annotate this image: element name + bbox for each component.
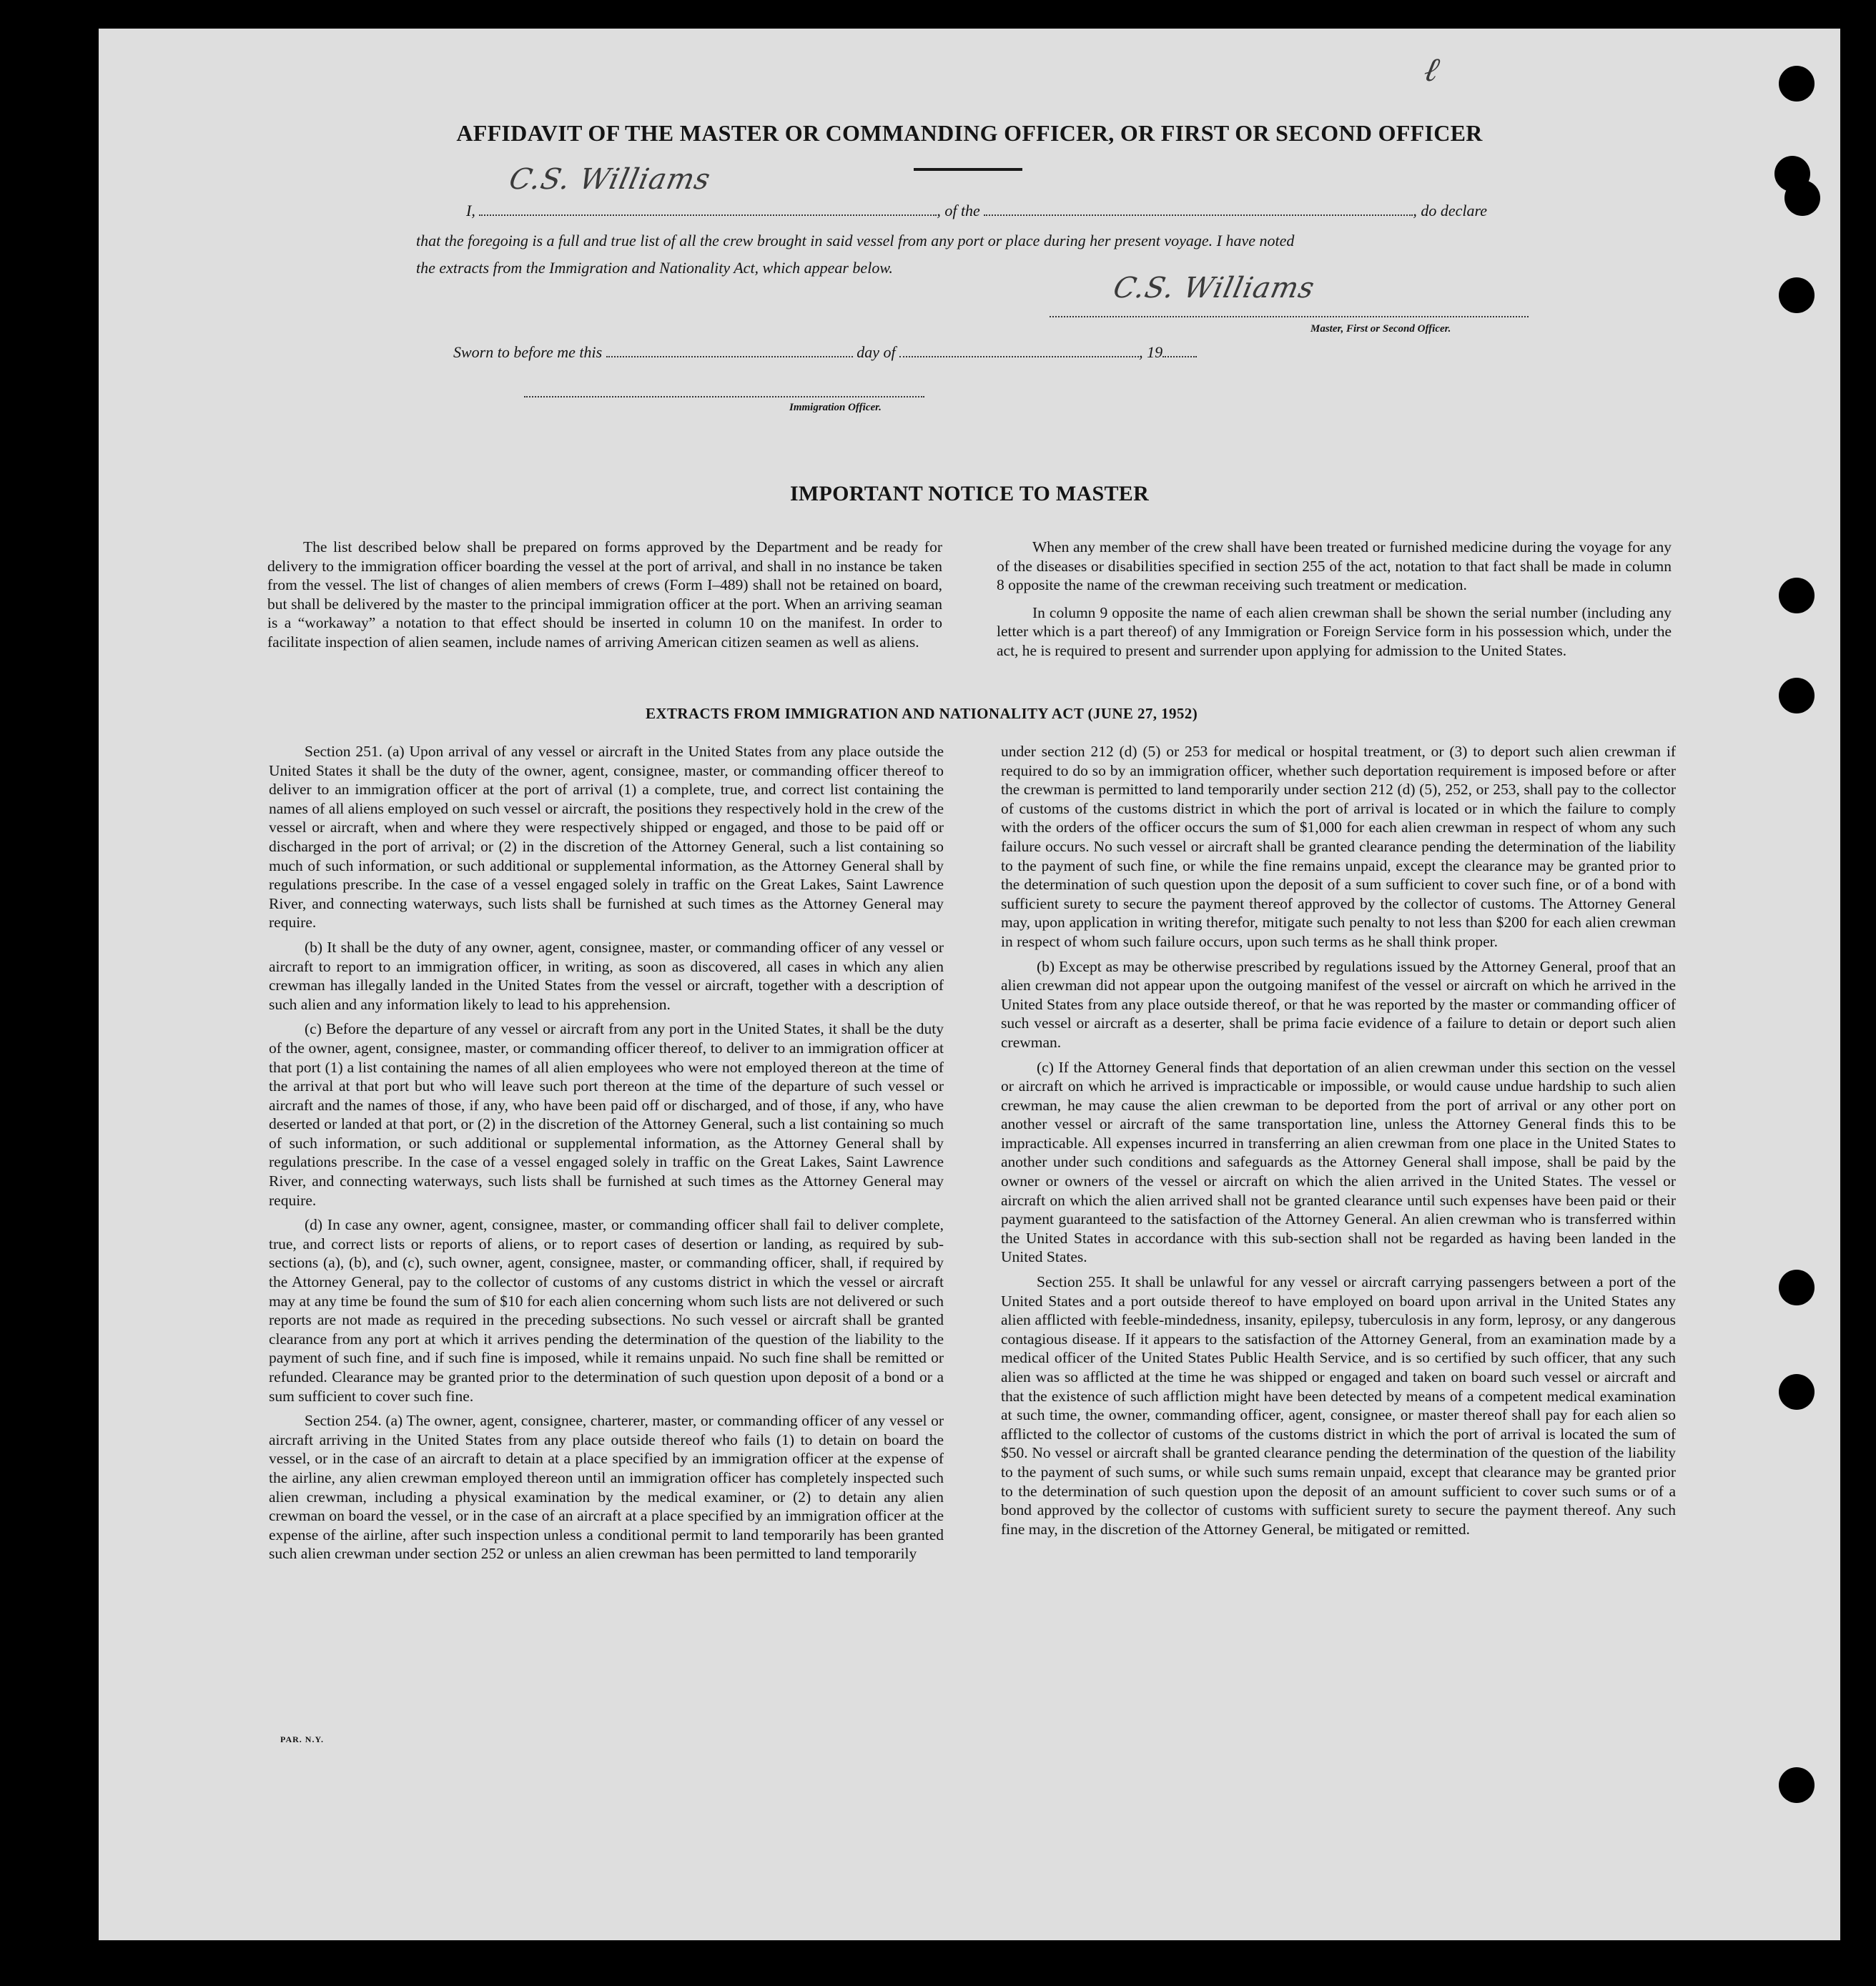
section-251-b: (b) It shall be the duty of any owner, agent, consignee, master, or commanding officer of any vessel or aircraft to report to an immigration officer, in writing, as soon as discovered, all cases in which any alien crewman has illegally landed in the United States from the vessel or aircraft, together with a description of such alien and any information likely to lead to his apprehension. [269,938,944,1013]
extracts-right-column [1001,742,1676,1538]
signature-line [1050,316,1529,317]
section-251-c: (c) Before the departure of any vessel or aircraft from any port in the United States, it shall be the duty of the owner, agent, consignee, master, or commanding officer thereof, to deliver to an immigration officer at that port (1) a list containing the names of all alien employees who were not employed thereon at the time of the arrival at that port but who will leave such port thereon at the time of the departure of such vessel or aircraft and the names of those, if any, who have been paid off or discharged, and of those, if any, who have deserted or landed at that port, or (2) in the discretion of the Attorney General, such a list containing so much of such information, or such additional or supplemental information, as the Attorney General shall by regulations prescribe. In the case of a vessel engaged solely in traffic on the Great Lakes, Saint Lawrence River, and connecting waterways, such lists shall be furnished at such times as the Attorney General may require. [269,1020,944,1209]
year-label: , 19 [1139,343,1163,361]
notice-right-column [997,538,1672,661]
officer-signature-line [524,396,924,397]
title-rule [914,168,1022,171]
section-254-a-continued: under section 212 (d) (5) or 253 for medical or hospital treatment, or (3) to deport such alien crewman if required to do so by an immigration officer, whether such deportation requirement is imposed before or after the crewman is permitted to land temporarily under section 212 (d) (5), 252, or 253, shall pay to the collector of customs of the customs district in which the port of arrival is located or in which the failure to comply with the orders of the officer occurs the sum of $1,000 for each alien crewman in respect of whom any such failure occurs. No such vessel or aircraft shall be granted clearance pending the determination of the liability to the payment of such fine, or while the fine remains unpaid, except the clearance may be granted prior to the determination of such question upon the deposit of a sum sufficient to cover such fine, or of a bond with sufficient surety to secure the payment thereof approved by the collector of customs. The Attorney General may, upon application in writing therefor, mitigate such penalty to not less than $200 for each alien crewman in respect of whom such failure occurs, upon such terms as he shall think proper. [1001,743,1676,950]
sworn-month-field[interactable] [899,343,1139,357]
immigration-officer-label: Immigration Officer. [789,402,882,413]
notice-right-paragraph-2: In column 9 opposite the name of each alien crewman shall be shown the serial number (including any letter which is a part thereof) of any Immigration or Foreign Service form in his possession which, under the act, he is required to present and surrender upon applying for admission to the United States. [997,603,1672,659]
section-251-a: Section 251. (a) Upon arrival of any vessel or aircraft in the United States from any place outside the United States it shall be the duty of the owner, agent, consignee, master, or commanding officer thereof to deliver to an immigration officer at the port of arrival (1) a complete, true, and correct list containing the names of all aliens employed on such vessel or aircraft, the positions they respectively hold in the crew of the vessel or aircraft, when and where they were respectively shipped or engaged, and those to be paid off or discharged in the port of arrival; or (2) in the discretion of the Attorney General, such a list containing so much of such information, or such additional or supplemental information, as the Attorney General shall by regulations prescribe. In the case of a vessel engaged solely in traffic on the Great Lakes, Saint Lawrence River, and connecting waterways, such lists shall be furnished at such times as the Attorney General may require. [269,743,944,932]
sworn-line [453,342,1197,363]
section-251-d: (d) In case any owner, agent, consignee, master, or commanding officer shall fail to deliver complete, true, and correct lists or reports of aliens, or to report cases of desertion or landing, as required by sub-sections (a), (b), and (c), such owner, agent, consignee, master, or commanding officer, shall, if required by the Attorney General, pay to the collector of customs of any customs district in which the vessel or aircraft may at any time be found the sum of $10 for each alien concerning whom such lists are not delivered or such reports are not made as required in the preceding subsections. No such vessel or aircraft shall be granted clearance from any port at which it arrives pending the determination of the question of the liability to the payment of such fine, and if such fine is imposed, while it remains unpaid. No such fine shall be remitted or refunded. Clearance may be granted prior to the determination of such question upon deposit of a bond or a sum sufficient to cover such fine. [269,1216,944,1405]
punch-hole [1779,1270,1815,1305]
notice-right-paragraph-1: When any member of the crew shall have been treated or furnished medicine during the voyage for any of the diseases or disabilities specified in section 255 of the act, notation to that fact shall be made in column 8 opposite the name of the crewman receiving such treatment or medication. [997,538,1672,594]
punch-hole [1779,66,1815,102]
printer-mark: PAR. N.Y. [280,1734,325,1744]
extracts-left-column [269,742,944,1563]
day-of-label: day of [856,343,896,361]
section-254-c: (c) If the Attorney General finds that deportation of an alien crewman under this section on the vessel or aircraft on which he arrived is impracticable or impossible, or would cause undue hardship to such alien crewman, he may cause the alien crewman to be deported from the port of arrival or any other port on another vessel or aircraft of the same transportation line, unless the Attorney General finds this to be impracticable. All expenses incurred in transferring an alien crewman from one place in the United States to another under such conditions and safeguards as the Attorney General shall impose, shall be paid by the owner or owners of the vessel or aircraft on which the alien arrived in the United States. The vessel or aircraft on which the alien arrived shall not be granted clearance until such expenses have been paid or their payment guaranteed to the satisfaction of the Attorney General. An alien crewman who is transferred within the United States in accordance with this sub-section shall not be regarded as having been landed in the United States. [1001,1058,1676,1266]
affidavit-title: AFFIDAVIT OF THE MASTER OR COMMANDING OFFICER, OR FIRST OR SECOND OFFICER [456,120,1483,146]
vessel-field[interactable] [984,202,1413,216]
punch-hole [1779,678,1815,713]
notice-left-column [267,538,942,652]
section-255: Section 255. It shall be unlawful for any vessel or aircraft carrying passengers between a port of the United States and a port outside thereof to have employed on board upon arrival in the United States any alien afflicted with feeble-mindedness, insanity, epilepsy, tuberculosis in any form, leprosy, or any dangerous contagious disease. If it appears to the satisfaction of the Attorney General, from an examination made by a medical officer of the United States Public Health Service, and is so certified by such officer, that any such alien was so afflicted at the time he was shipped or engaged and taken on board such vessel or aircraft and that the existence of such affliction might have been detected by means of a competent medical examination at such time, the owner, commanding officer, agent, consignee, or master thereof shall pay for each alien so afflicted to the collector of customs of the customs district in which the port of arrival is located the sum of $50. No vessel or aircraft shall be granted clearance pending the determination of the question of the liability to the payment of such sums, or while such sums remain unpaid, except that clearance may be granted prior to the determination of such question upon the deposit of an amount sufficient to cover such sums or of a bond approved by the collector of customs with sufficient surety to secure the payment thereof. Any such fine may, in the discretion of the Attorney General, be mitigated or remitted. [1001,1273,1676,1538]
i-label: I, [466,202,475,219]
sworn-day-field[interactable] [606,343,853,357]
page-mark: ℓ [1421,50,1443,89]
section-254-a: Section 254. (a) The owner, agent, consignee, charterer, master, or commanding officer of any vessel or aircraft arriving in the United States from any place outside thereof who fails (1) to detain on board the vessel, or in the case of an aircraft to detain at a place specified by an immigration officer at the expense of the airline, any alien crewman employed thereon until an immigration officer has completely inspected such alien crewman, including a physical examination by the medical examiner, or (2) to detain any alien crewman on board the vessel, or in the case of an aircraft at a place specified by an immigration officer at the expense of the airline, after such inspection unless a conditional permit to land temporarily has been granted such alien crewman under section 252 or unless an alien crewman has been permitted to land temporarily [269,1412,944,1563]
punch-hole [1779,1374,1815,1410]
statement-line-2: the extracts from the Immigration and Nationality Act, which appear below. [416,259,893,277]
master-signature: C.S. Williams [1110,272,1318,305]
extracts-title: EXTRACTS FROM IMMIGRATION AND NATIONALITY ACT (JUNE 27, 1952) [646,705,1198,722]
handwritten-name: C.S. Williams [506,163,714,196]
notice-left-paragraph: The list described below shall be prepared on forms approved by the Department and be ready for delivery to the immigration officer boarding the vessel at the port of arrival, and shall in no instance be taken from the vessel. The list of changes of alien members of crews (Form I–489) shall not be retained on board, but shall be delivered by the master to the principal immigration officer at the port. When an arriving seaman is a “workaway” a notation to that effect should be inserted in column 10 on the manifest. In order to facilitate inspection of alien seamen, include names of arriving American citizen seamen as well as aliens. [267,538,942,651]
punch-hole [1779,1767,1815,1803]
punch-hole [1779,578,1815,613]
master-label: Master, First or Second Officer. [1310,323,1451,335]
section-254-b: (b) Except as may be otherwise prescribed by regulations issued by the Attorney General, proof that an alien crewman did not appear upon the outgoing manifest of the vessel or aircraft on which he arrived in the United States from any place outside thereof, or that he was reported by the master or commanding officer of such vessel or aircraft as a deserter, shall be prima facie evidence of a failure to detain or deport such alien crewman. [1001,957,1676,1051]
do-declare-label: , do declare [1413,202,1487,219]
sworn-year-field[interactable] [1162,343,1197,357]
document-page [99,29,1840,1940]
notice-title: IMPORTANT NOTICE TO MASTER [789,482,1150,505]
punch-hole [1784,180,1820,216]
declarant-line [466,200,1487,222]
sworn-label: Sworn to before me this [453,343,603,361]
punch-hole [1779,277,1815,313]
name-field[interactable] [479,202,937,216]
statement-line-1: that the foregoing is a full and true list of all the crew brought in said vessel from any port or place during her present voyage. I have noted [416,232,1295,250]
of-the-label: , of the [937,202,980,219]
